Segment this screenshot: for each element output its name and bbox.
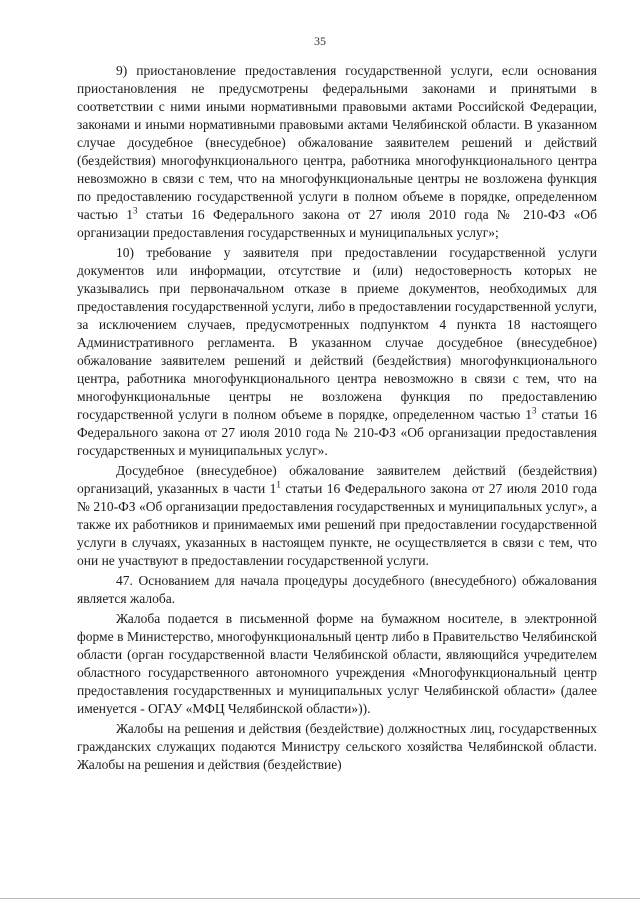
paragraph-text: Досудебное (внесудебное) обжалование заявителем действий (бездействия) организаций, указанных в части 1 xyxy=(77,463,597,496)
paragraph-text: 10) требование у заявителя при предоставлении государственной услуги документов или информации, отсутствие и (или) недостоверность которых не указывались при первоначальном отказе в приеме документов, необходимых для предоставления государственной услуги, либо в предоставлении государственной услуги, за исключением случаев, предусмотренных подпунктом 4 пункта 18 настоящего Административного регламента. В указанном случае досудебное (внесудебное) обжалование заявителем решений и действий (бездействия) многофункционального центра, работника многофункционального центра невозможно в связи с тем, что на многофункциональные центры не возложена функция по предоставлению государственной услуги в полном объеме в порядке, определенном частью 1 xyxy=(77,245,597,422)
paragraph-item-10 xyxy=(77,244,597,460)
paragraph-text: 9) приостановление предоставления государственной услуги, если основания приостановления не предусмотрены федеральными законами и принятыми в соответствии с ними иными нормативными правовыми актами Российской Федерации, законами и иными нормативными правовыми актами Челябинской области. В указанном случае досудебное (внесудебное) обжалование заявителем решений и действий (бездействия) многофункционального центра, работника многофункционального центра невозможно в связи с тем, что на многофункциональные центры не возложена функция по предоставлению государственной услуги в полном объеме в порядке, определенном частью 1 xyxy=(77,63,597,222)
scan-edge-line xyxy=(0,898,640,899)
paragraph-text: статьи 16 Федерального закона от 27 июля 2010 года № 210-ФЗ «Об организации предоставления государственных и муниципальных услуг». xyxy=(77,407,597,458)
paragraph-text: статьи 16 Федерального закона от 27 июля 2010 года № 210-ФЗ «Об организации предоставления государственных и муниципальных услуг», а также их работников и принимаемых ими решений при предоставлении государственной услуги в случаях, указанных в настоящем пункте, не осуществляется в связи с тем, что они не участвуют в предоставлении государственной услуги. xyxy=(77,481,597,568)
paragraph-text: статьи 16 Федерального закона от 27 июля 2010 года № 210-ФЗ «Об организации предоставления государственных и муниципальных услуг»; xyxy=(77,207,597,240)
paragraph-text: Жалоба подается в письменной форме на бумажном носителе, в электронной форме в Министерство, многофункциональный центр либо в Правительство Челябинской области (орган государственной власти Челябинской области, являющийся учредителем областного государственного автономного учреждения «Многофункциональный центр предоставления государственных и муниципальных услуг Челябинской области» (далее именуется - ОГАУ «МФЦ Челябинской области»)). xyxy=(77,611,597,716)
paragraph-text: Жалобы на решения и действия (бездействие) должностных лиц, государственных гражданских служащих подаются Министру сельского хозяйства Челябинской области. Жалобы на решения и действия (бездействие) xyxy=(77,721,597,772)
paragraph-item-9 xyxy=(77,62,597,242)
paragraph-text: 47. Основанием для начала процедуры досудебного (внесудебного) обжалования является жалоба. xyxy=(77,573,597,606)
document-body xyxy=(77,62,597,774)
superscript-number: 1 xyxy=(276,479,281,490)
page-number: 35 xyxy=(314,34,326,48)
paragraph-complaint-submission xyxy=(77,610,597,718)
superscript-number: 3 xyxy=(532,405,537,416)
paragraph-complaint-officials xyxy=(77,720,597,774)
superscript-number: 3 xyxy=(133,205,138,216)
paragraph-appeal-organizations xyxy=(77,462,597,570)
paragraph-item-47 xyxy=(77,572,597,608)
